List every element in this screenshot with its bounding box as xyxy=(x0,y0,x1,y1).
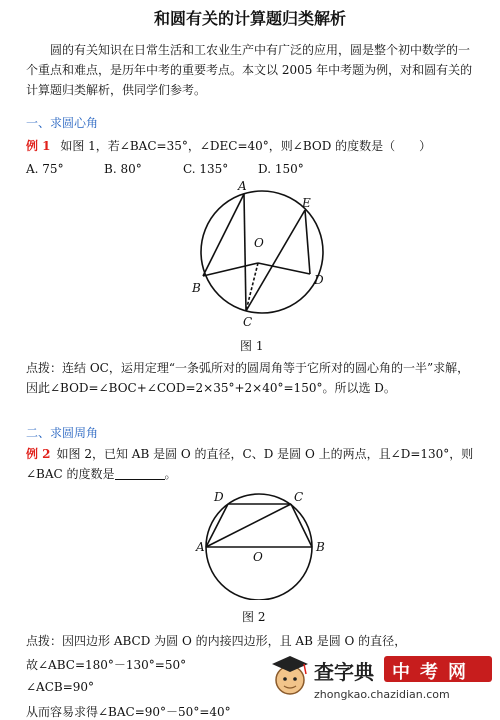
figure-1-lines xyxy=(203,194,310,311)
watermark-url: zhongkao.chazidian.com xyxy=(314,688,450,701)
figure-2-lines xyxy=(206,504,312,547)
figure-1-diagram xyxy=(190,180,340,330)
option-a: A. 75° xyxy=(26,162,64,176)
example-1-hint: 点拨：连结 OC，运用定理“一条弧所对的圆周角等于它所对的圆心角的一半”求解，因此∠BOD=∠BOC+∠COD=2×35°+2×40°=150°。所以选 D。 xyxy=(26,361,470,395)
answer-blank xyxy=(115,467,165,480)
figure-2-label-a: A xyxy=(196,540,205,554)
example-1-label: 例 1 xyxy=(26,139,51,153)
figure-2-label-b: B xyxy=(316,540,325,554)
watermark-sub-brand: 中考网 xyxy=(392,662,476,683)
graduate-mascot-icon xyxy=(268,652,312,698)
example-2-solution-line-4: 从而容易求得∠BAC=90°－50°=40° xyxy=(26,705,231,719)
watermark-brand: 查字典 xyxy=(314,660,374,684)
figure-2-diagram xyxy=(195,485,330,600)
example-2-end: 。 xyxy=(164,467,177,481)
option-c: C. 135° xyxy=(183,162,229,176)
figure-1-label-c: C xyxy=(243,315,253,329)
figure-1-label-d: D xyxy=(314,273,324,287)
page-title: 和圆有关的计算题归类解析 xyxy=(153,9,346,28)
figure-1-label-a: A xyxy=(238,180,247,193)
figure-2-label-c: C xyxy=(294,490,304,504)
section-2-heading: 二、求圆周角 xyxy=(26,426,99,440)
figure-1-caption: 图 1 xyxy=(240,339,264,353)
watermark-logo xyxy=(268,650,496,714)
figure-2-caption: 图 2 xyxy=(242,610,266,624)
example-2-label: 例 2 xyxy=(26,447,51,461)
example-2-solution-line-3: ∠ACB=90° xyxy=(26,680,95,694)
figure-1-label-o: O xyxy=(254,236,264,250)
section-1-heading: 一、求圆心角 xyxy=(26,116,99,130)
option-d: D. 150° xyxy=(258,162,304,176)
figure-1-label-e: E xyxy=(302,196,311,210)
figure-1-label-b: B xyxy=(192,281,201,295)
example-1-question xyxy=(26,137,431,154)
example-2-text: 如图 2，已知 AB 是圆 O 的直径，C、D 是圆 O 上的两点，且∠D=130°，则∠BAC 的度数是 xyxy=(26,447,474,481)
example-2-solution-line-1: 点拨：因四边形 ABCD 为圆 O 的内接四边形，且 AB 是圆 O 的直径， xyxy=(26,634,407,648)
figure-2-label-d: D xyxy=(214,490,224,504)
option-b: B. 80° xyxy=(104,162,142,176)
example-1-text: 如图 1，若∠BAC=35°，∠DEC=40°，则∠BOD 的度数是（ ） xyxy=(60,139,432,153)
figure-2-label-o: O xyxy=(253,550,263,564)
example-2-solution-line-2: 故∠ABC=180°－130°=50° xyxy=(26,658,187,672)
intro-paragraph: 圆的有关知识在日常生活和工农业生产中有广泛的应用，圆是整个初中数学的一个重点和难点，是历年中考的重要考点。本文以 2005 年中考题为例，对和圆有关的计算题归类解析，供同学们参考。 xyxy=(26,43,473,97)
example-2-question xyxy=(26,444,476,484)
